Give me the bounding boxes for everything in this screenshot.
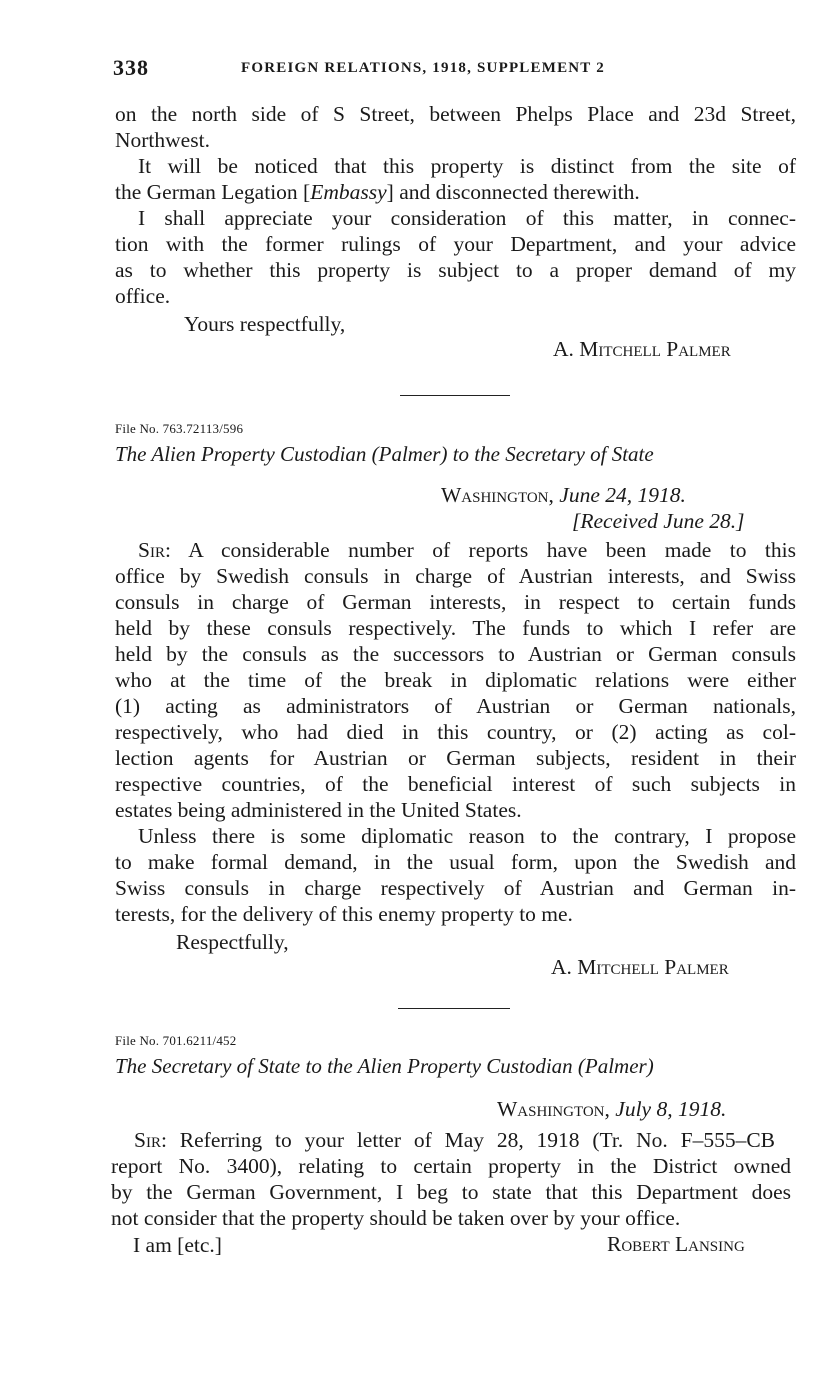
text-line: I shall appreciate your consideration of this matter, in connec- — [138, 206, 796, 230]
section-divider — [400, 395, 510, 396]
dateline — [441, 482, 686, 508]
text-line: held by the consuls as the successors to Austrian or German consuls — [115, 642, 796, 666]
text-line: not consider that the property should be taken over by your office. — [111, 1206, 681, 1230]
text-line — [134, 1127, 775, 1153]
text-line: lection agents for Austrian or German subjects, resident in their — [115, 746, 796, 770]
document-title: The Alien Property Custodian (Palmer) to the Secretary of State — [115, 442, 654, 466]
closing: Yours respectfully, — [184, 312, 346, 336]
text-line: report No. 3400), relating to certain property in the District owned — [111, 1154, 791, 1178]
text-line: office. — [115, 284, 171, 308]
closing: Respectfully, — [176, 930, 289, 954]
text-line: on the north side of S Street, between Phelps Place and 23d Street, — [115, 102, 796, 126]
text-line: respective countries, of the beneficial interest of such subjects in — [115, 772, 796, 796]
text-line: (1) acting as administrators of Austrian or German nationals, — [115, 694, 796, 718]
text-line: who at the time of the break in diplomatic relations were either — [115, 668, 796, 692]
dateline-date: July 8, 1918. — [615, 1097, 727, 1121]
page-number: 338 — [113, 55, 149, 80]
text-line: respectively, who had died in this country, or (2) acting as col- — [115, 720, 796, 744]
running-title: FOREIGN RELATIONS, 1918, SUPPLEMENT 2 — [241, 60, 605, 76]
salutation: Sir: — [134, 1128, 167, 1152]
text-line: tion with the former rulings of your Department, and your advice — [115, 232, 796, 256]
text-line: consuls in charge of German interests, in respect to certain funds — [115, 590, 796, 614]
dateline-place: Washington, — [497, 1097, 610, 1121]
text-line — [138, 537, 796, 563]
text-line: Northwest. — [115, 128, 210, 152]
text-line: to make formal demand, in the usual form, upon the Swedish and — [115, 850, 796, 874]
file-number: File No. 763.72113/596 — [115, 421, 244, 436]
salutation: Sir: — [138, 538, 171, 562]
signature: A. Mitchell Palmer — [553, 337, 731, 361]
text-line: Swiss consuls in charge respectively of Austrian and German in- — [115, 876, 796, 900]
text-fragment: ] and disconnected therewith. — [386, 180, 640, 204]
text-line: as to whether this property is subject to a proper demand of my — [115, 258, 796, 282]
text-line: Unless there is some diplomatic reason to the contrary, I propose — [138, 824, 796, 848]
text-fragment — [115, 179, 640, 205]
dateline-place: Washington, — [441, 483, 554, 507]
text-line: It will be noticed that this property is distinct from the site of — [138, 154, 796, 178]
closing: I am [etc.] — [133, 1233, 222, 1257]
italic-word: Embassy — [310, 180, 387, 204]
section-divider — [398, 1008, 510, 1009]
dateline — [497, 1096, 726, 1122]
text-line: held by these consuls respectively. The funds to which I refer are — [115, 616, 796, 640]
signature: Robert Lansing — [607, 1232, 745, 1256]
text-fragment: the German Legation [ — [115, 180, 311, 204]
text-line — [115, 179, 796, 205]
received-note: [Received June 28.] — [572, 509, 745, 533]
text-fragment: Referring to your letter of May 28, 1918 (Tr. No. F–555–CB — [179, 1128, 776, 1152]
document-title: The Secretary of State to the Alien Property Custodian (Palmer) — [115, 1054, 654, 1078]
text-line: by the German Government, I beg to state that this Department does — [111, 1180, 791, 1204]
text-line: estates being administered in the United States. — [115, 798, 522, 822]
text-line: office by Swedish consuls in charge of Austrian interests, and Swiss — [115, 564, 796, 588]
signature: A. Mitchell Palmer — [551, 955, 729, 979]
dateline-date: June 24, 1918. — [559, 483, 686, 507]
text-line: terests, for the delivery of this enemy property to me. — [115, 902, 573, 926]
text-fragment: A considerable number of reports have been made to this — [188, 538, 796, 562]
file-number: File No. 701.6211/452 — [115, 1033, 237, 1048]
